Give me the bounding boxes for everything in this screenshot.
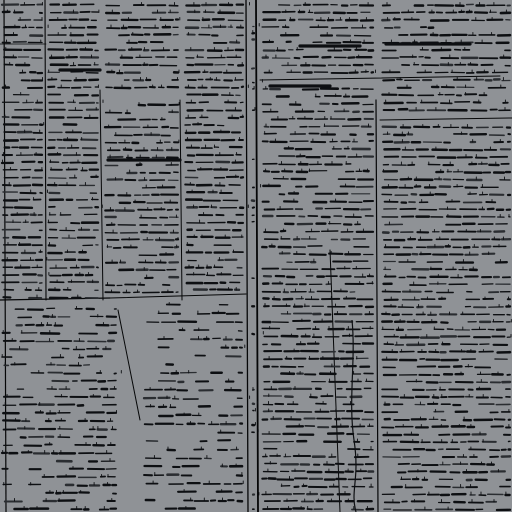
section-rule — [380, 118, 512, 120]
column-rule — [100, 90, 103, 300]
column-rule — [180, 100, 182, 300]
column-rule — [118, 310, 140, 420]
column-rule — [4, 0, 6, 512]
column-rule — [376, 100, 378, 512]
column-rule — [256, 0, 258, 512]
column-rule — [45, 0, 46, 300]
column-rule — [246, 0, 248, 512]
wavy-line — [352, 320, 356, 512]
section-rule — [110, 294, 246, 298]
